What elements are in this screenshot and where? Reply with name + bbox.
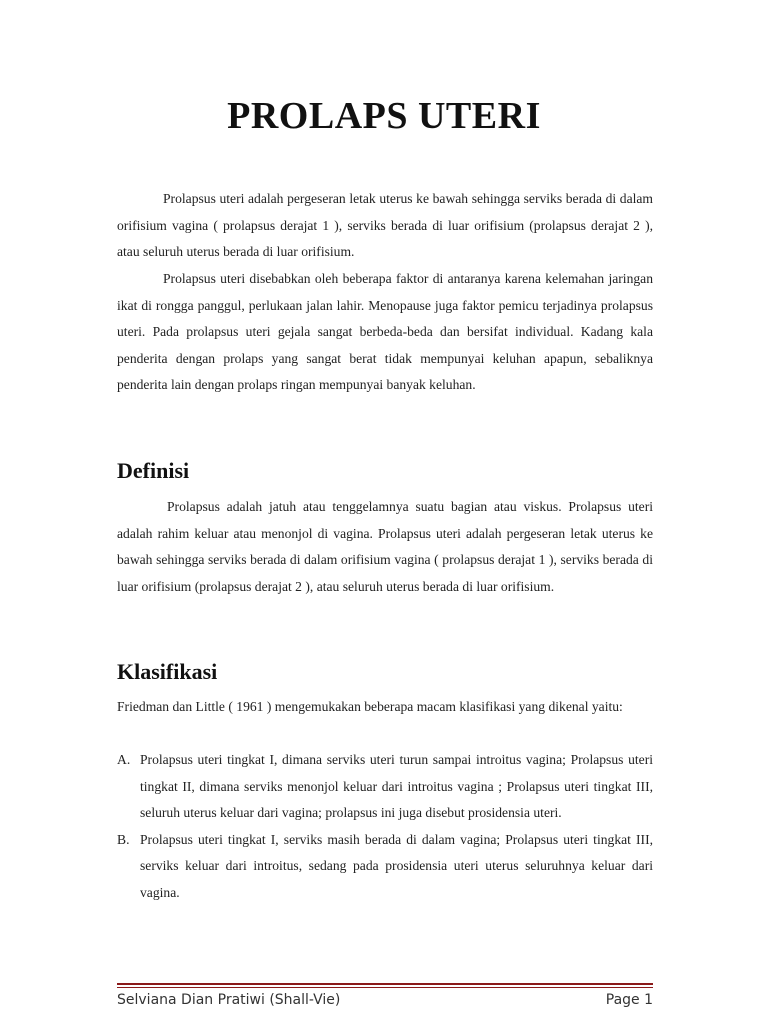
footer-rule-thin: [117, 987, 653, 988]
klasifikasi-heading: Klasifikasi: [117, 659, 218, 684]
klasifikasi-intro: Friedman dan Little ( 1961 ) mengemukakan beberapa macam klasifikasi yang dikenal yaitu:: [117, 699, 623, 714]
intro-paragraph-1: Prolapsus uteri adalah pergeseran letak uterus ke bawah sehingga serviks berada di dalam orifisium vagina ( prolapsus derajat 1 ), serviks berada di luar orifisium (prolapsus derajat 2 ), atau seluruh uterus berada di luar orifisium.: [117, 191, 653, 260]
definisi-heading: Definisi: [117, 458, 190, 483]
footer-rule-thick: [117, 983, 653, 985]
list-item: [117, 747, 653, 827]
list-item-text: Prolapsus uteri tingkat I, dimana serviks uteri turun sampai introitus vagina; Prolapsus uteri tingkat II, dimana serviks menonjol keluar dari introitus vagina ; Prolapsus uteri tingkat III, seluruh uterus keluar dari vagina; prolapsus ini juga disebut prosidensia uteri.: [140, 752, 653, 821]
intro-paragraph-2: Prolapsus uteri disebabkan oleh beberapa faktor di antaranya karena kelemahan jaringan ikat di rongga panggul, perlukaan jalan lahir. Menopause juga faktor pemicu terjadinya prolapsus uteri. Pada prolapsus uteri gejala sangat berbeda-beda dan bersifat individual. Kadang kala penderita dengan prolaps yang sangat berat tidak mempunyai keluhan apapun, sebaliknya penderita lain dengan prolaps ringan mempunyai banyak keluhan.: [117, 271, 653, 393]
page-title: PROLAPS UTERI: [227, 95, 541, 137]
footer-page-number: Page 1: [605, 992, 653, 1008]
list-marker: B.: [117, 831, 130, 847]
list-item: [117, 827, 653, 907]
footer-author: Selviana Dian Pratiwi (Shall-Vie): [117, 992, 341, 1008]
list-item-text: Prolapsus uteri tingkat I, serviks masih berada di dalam vagina; Prolapsus uteri tingkat III, serviks keluar dari introitus, sedang pada prosidensia uteri uterus seluruhnya keluar dari vagina.: [140, 831, 653, 900]
klasifikasi-list: [117, 747, 653, 907]
definisi-paragraph: Prolapsus adalah jatuh atau tenggelamnya suatu bagian atau viskus. Prolapsus uteri adalah rahim keluar atau menonjol di vagina. Prolapsus uteri adalah pergeseran letak uterus ke bawah sehingga serviks berada di dalam orifisium vagina ( prolapsus derajat 1 ), serviks berada di luar orifisium (prolapsus derajat 2 ), atau seluruh uterus berada di luar orifisium.: [117, 499, 653, 594]
list-marker: A.: [117, 752, 131, 767]
